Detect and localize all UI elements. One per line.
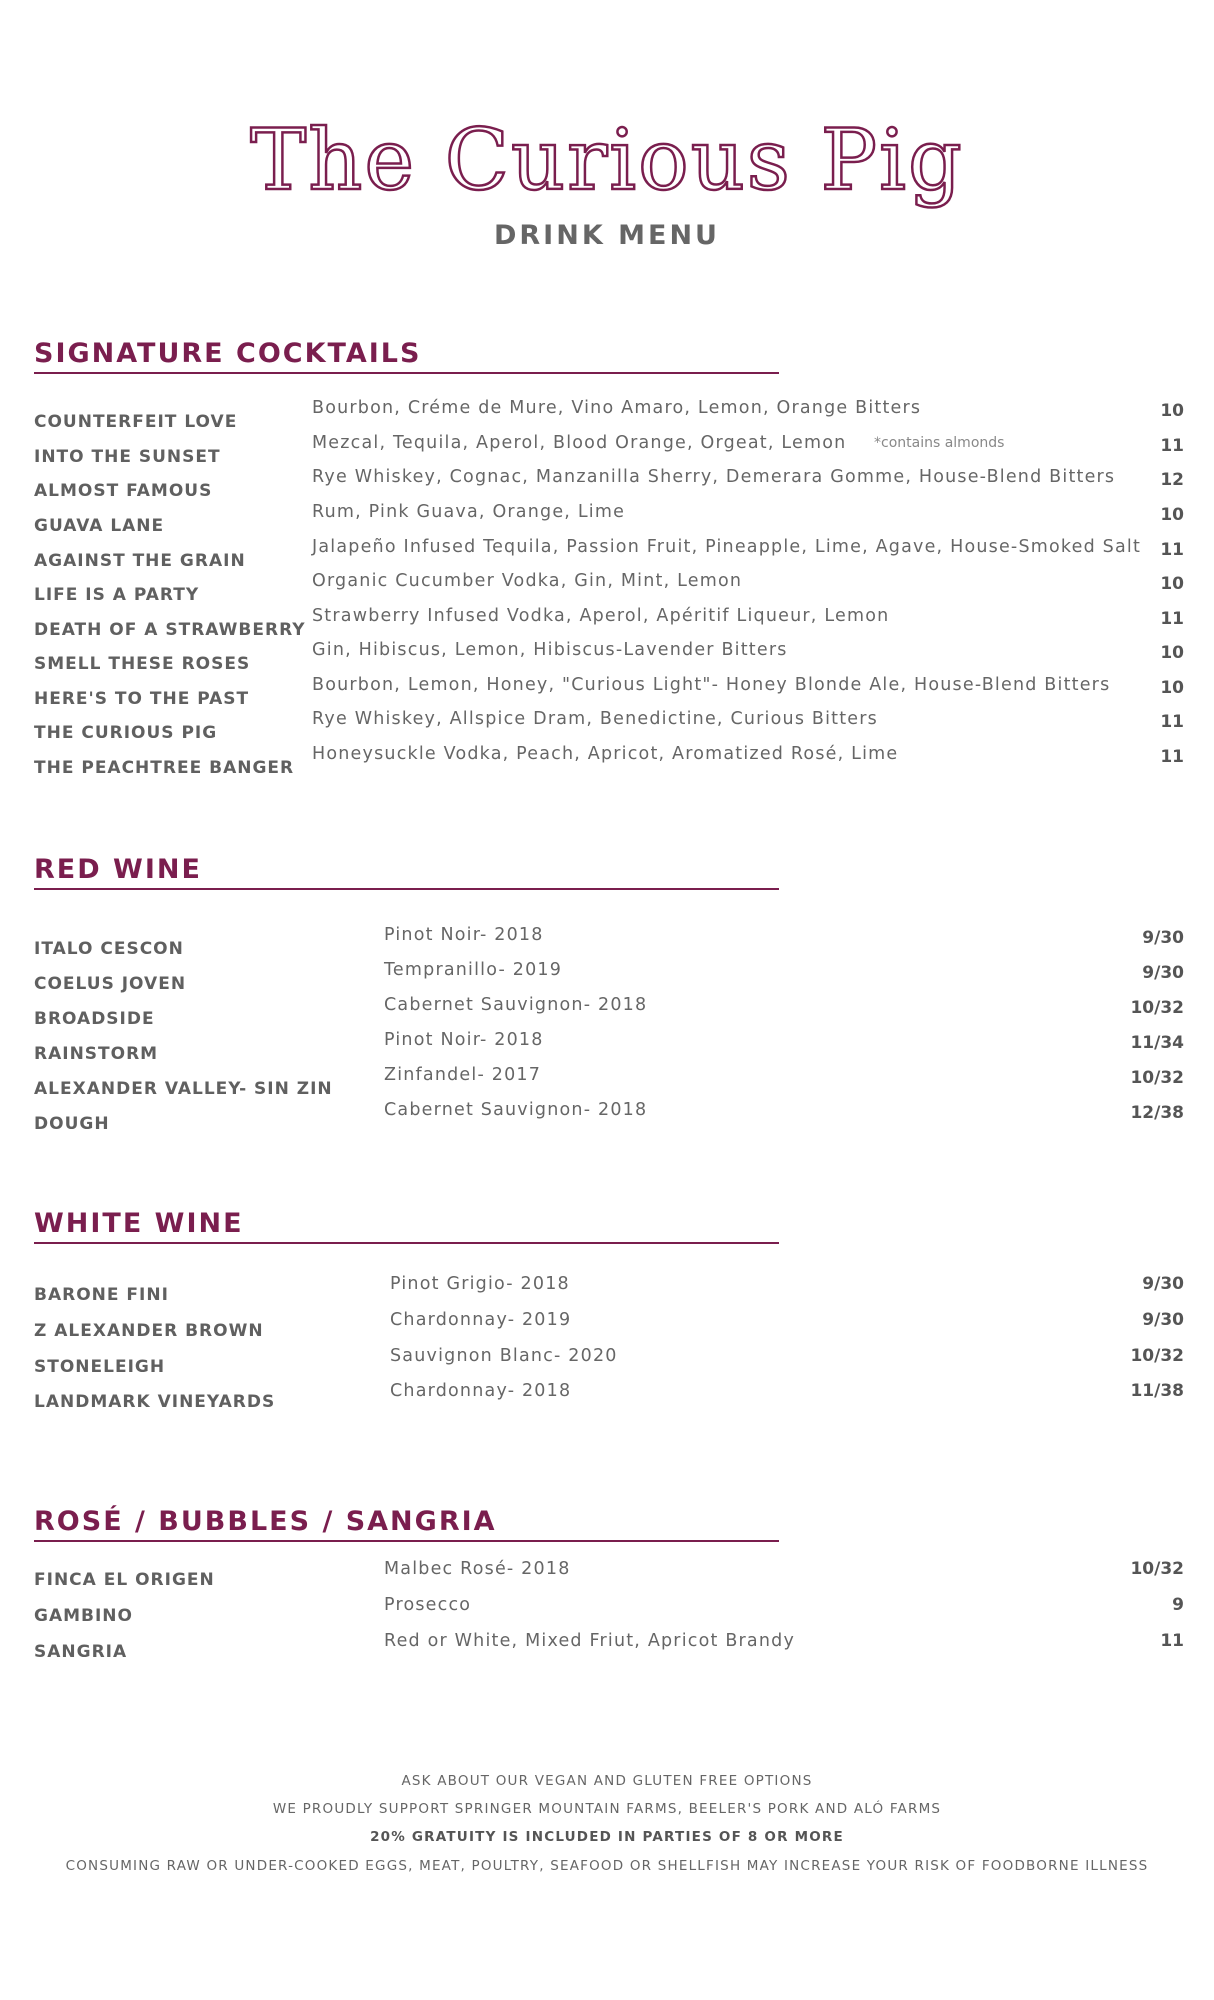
item-name: SMELL THESE ROSES <box>34 654 251 674</box>
list-item <box>34 537 1184 571</box>
item-desc: Red or White, Mixed Friut, Apricot Brandy <box>384 1631 796 1651</box>
item-desc: Strawberry Infused Vodka, Aperol, Apéritif Liqueur, Lemon <box>312 606 890 626</box>
item-price: 9/30 <box>1142 1310 1184 1330</box>
item-price: 12 <box>1160 470 1184 490</box>
footer-health-warning: CONSUMING RAW OR UNDER-COOKED EGGS, MEAT, POULTRY, SEAFOOD OR SHELLFISH MAY INCREASE YOUR RISK OF FOODBORNE ILLNESS <box>65 1858 1149 1874</box>
item-name: BARONE FINI <box>34 1285 169 1305</box>
page-subtitle: DRINK MENU <box>493 220 720 251</box>
list-item <box>34 433 1184 467</box>
item-name: STONELEIGH <box>34 1357 166 1377</box>
list-item <box>34 606 1184 640</box>
item-desc: Pinot Grigio- 2018 <box>390 1274 570 1294</box>
item-price: 11 <box>1160 609 1184 629</box>
item-note: *contains almonds <box>874 435 1005 451</box>
item-price: 12/38 <box>1130 1103 1184 1123</box>
item-desc: Pinot Noir- 2018 <box>384 925 544 945</box>
item-name: DEATH OF A STRAWBERRY <box>34 620 306 640</box>
footer-dietary-note: ASK ABOUT OUR VEGAN AND GLUTEN FREE OPTIONS <box>401 1773 813 1789</box>
list-item <box>34 1378 1184 1412</box>
list-item <box>34 709 1184 743</box>
item-price: 10 <box>1160 505 1184 525</box>
section-rose-bubbles-sangria <box>34 1505 1184 1542</box>
item-price: 10 <box>1160 678 1184 698</box>
item-name: ITALO CESCON <box>34 939 184 959</box>
item-price: 9 <box>1172 1595 1184 1615</box>
item-price: 10 <box>1160 574 1184 594</box>
item-price: 10 <box>1160 401 1184 421</box>
item-desc: Chardonnay- 2018 <box>390 1381 572 1401</box>
list-item <box>34 640 1184 674</box>
section-heading: WHITE WINE <box>34 1207 779 1244</box>
item-name: ALMOST FAMOUS <box>34 481 213 501</box>
rose-list <box>34 1556 1184 1666</box>
item-name: BROADSIDE <box>34 1009 155 1029</box>
item-price: 10/32 <box>1130 1559 1184 1579</box>
list-item <box>34 1065 1184 1099</box>
item-desc: Rye Whiskey, Cognac, Manzanilla Sherry, Demerara Gomme, House-Blend Bitters <box>312 467 1116 487</box>
list-item <box>34 1628 1184 1662</box>
section-heading: RED WINE <box>34 853 779 890</box>
item-price: 9/30 <box>1142 1274 1184 1294</box>
item-price: 9/30 <box>1142 963 1184 983</box>
list-item <box>34 960 1184 994</box>
item-desc: Bourbon, Créme de Mure, Vino Amaro, Lemon, Orange Bitters <box>312 398 922 418</box>
list-item <box>34 1592 1184 1626</box>
list-item <box>34 398 1184 432</box>
item-name: AGAINST THE GRAIN <box>34 551 246 571</box>
item-price: 9/30 <box>1142 928 1184 948</box>
item-desc: Zinfandel- 2017 <box>384 1065 542 1085</box>
item-name: LIFE IS A PARTY <box>34 585 200 605</box>
item-desc: Honeysuckle Vodka, Peach, Apricot, Aromatized Rosé, Lime <box>312 744 899 764</box>
item-name: SANGRIA <box>34 1642 128 1662</box>
cocktail-list <box>34 398 1184 798</box>
list-item <box>34 1343 1184 1377</box>
item-name: ALEXANDER VALLEY- SIN ZIN <box>34 1079 333 1099</box>
list-item <box>34 1556 1184 1590</box>
item-desc: Cabernet Sauvignon- 2018 <box>384 995 648 1015</box>
list-item <box>34 744 1184 778</box>
item-name: THE CURIOUS PIG <box>34 723 218 743</box>
item-price: 11/34 <box>1130 1033 1184 1053</box>
list-item <box>34 1030 1184 1064</box>
item-name: DOUGH <box>34 1114 110 1134</box>
item-desc: Tempranillo- 2019 <box>384 960 563 980</box>
item-price: 11 <box>1160 747 1184 767</box>
item-name: RAINSTORM <box>34 1044 159 1064</box>
list-item <box>34 502 1184 536</box>
item-desc: Bourbon, Lemon, Honey, "Curious Light"- Honey Blonde Ale, House-Blend Bitters <box>312 675 1111 695</box>
item-price: 11 <box>1160 1631 1184 1651</box>
item-name: INTO THE SUNSET <box>34 447 221 467</box>
item-name: FINCA EL ORIGEN <box>34 1570 215 1590</box>
item-desc: Malbec Rosé- 2018 <box>384 1559 571 1579</box>
white-wine-list <box>34 1271 1184 1421</box>
list-item <box>34 1271 1184 1305</box>
item-desc: Mezcal, Tequila, Aperol, Blood Orange, Orgeat, Lemon <box>312 433 847 453</box>
page-title: The Curious Pig <box>250 111 964 209</box>
item-desc: Gin, Hibiscus, Lemon, Hibiscus-Lavender Bitters <box>312 640 788 660</box>
item-price: 10/32 <box>1130 1346 1184 1366</box>
section-red-wine <box>34 853 1184 890</box>
item-desc: Rum, Pink Guava, Orange, Lime <box>312 502 626 522</box>
item-desc: Pinot Noir- 2018 <box>384 1030 544 1050</box>
list-item <box>34 571 1184 605</box>
item-desc: Cabernet Sauvignon- 2018 <box>384 1100 648 1120</box>
item-desc: Prosecco <box>384 1595 472 1615</box>
item-price: 11/38 <box>1130 1381 1184 1401</box>
footer-farms-note: WE PROUDLY SUPPORT SPRINGER MOUNTAIN FARMS, BEELER'S PORK AND ALÓ FARMS <box>272 1801 942 1817</box>
item-name: HERE'S TO THE PAST <box>34 689 250 709</box>
item-price: 10/32 <box>1130 998 1184 1018</box>
section-heading: SIGNATURE COCKTAILS <box>34 337 779 374</box>
list-item <box>34 995 1184 1029</box>
item-desc: Chardonnay- 2019 <box>390 1310 572 1330</box>
item-price: 10 <box>1160 643 1184 663</box>
section-heading: ROSÉ / BUBBLES / SANGRIA <box>34 1505 779 1542</box>
item-name: COUNTERFEIT LOVE <box>34 412 238 432</box>
item-name: LANDMARK VINEYARDS <box>34 1392 276 1412</box>
footer-gratuity-note: 20% GRATUITY IS INCLUDED IN PARTIES OF 8 OR MORE <box>370 1829 844 1845</box>
item-name: COELUS JOVEN <box>34 974 187 994</box>
section-cocktails <box>34 337 1184 374</box>
list-item <box>34 1307 1184 1341</box>
red-wine-list <box>34 925 1184 1145</box>
item-desc: Sauvignon Blanc- 2020 <box>390 1346 618 1366</box>
list-item <box>34 675 1184 709</box>
item-desc: Jalapeño Infused Tequila, Passion Fruit, Pineapple, Lime, Agave, House-Smoked Salt <box>312 537 1142 557</box>
item-desc: Organic Cucumber Vodka, Gin, Mint, Lemon <box>312 571 743 591</box>
list-item <box>34 467 1184 501</box>
item-name: GAMBINO <box>34 1606 133 1626</box>
item-name: THE PEACHTREE BANGER <box>34 758 295 778</box>
item-price: 11 <box>1160 540 1184 560</box>
item-desc: Rye Whiskey, Allspice Dram, Benedictine, Curious Bitters <box>312 709 878 729</box>
section-white-wine <box>34 1207 1184 1244</box>
item-price: 11 <box>1160 712 1184 732</box>
list-item <box>34 925 1184 959</box>
item-name: Z ALEXANDER BROWN <box>34 1321 264 1341</box>
item-price: 11 <box>1160 436 1184 456</box>
item-name: GUAVA LANE <box>34 516 165 536</box>
list-item <box>34 1100 1184 1134</box>
item-price: 10/32 <box>1130 1068 1184 1088</box>
